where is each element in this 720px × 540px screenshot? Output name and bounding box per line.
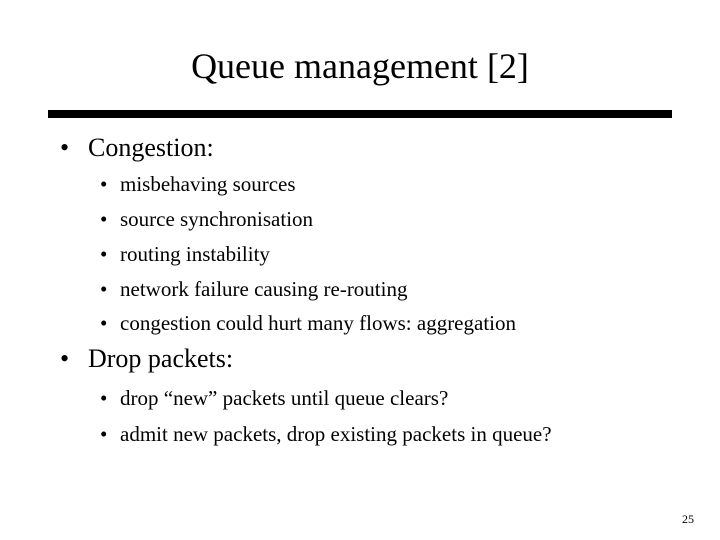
sub-bullet-text: drop “new” packets until queue clears? [120,386,449,410]
bullet-glyph: • [100,422,108,446]
sub-bullet-text: source synchronisation [120,207,314,231]
bullet-glyph: • [100,242,108,266]
title-divider [48,110,672,118]
sub-bullet-text: network failure causing re-routing [120,277,408,301]
bullet-heading: Drop packets: [88,344,234,373]
sub-bullet-text: congestion could hurt many flows: aggregation [120,311,516,335]
bullet-glyph: • [100,386,108,410]
sub-bullet-text: admit new packets, drop existing packets in queue? [120,422,552,446]
bullet-glyph: • [100,207,108,231]
bullet-glyph: • [100,172,108,196]
bullet-glyph: • [100,311,108,335]
bullet-glyph: • [100,277,108,301]
sub-bullet-text: misbehaving sources [120,172,296,196]
bullet-glyph: • [60,133,70,162]
bullet-heading: Congestion: [88,133,214,162]
bullet-glyph: • [60,344,70,373]
sub-bullet-text: routing instability [120,242,270,266]
slide-title: Queue management [2] [191,46,529,86]
page-number: 25 [682,512,694,526]
